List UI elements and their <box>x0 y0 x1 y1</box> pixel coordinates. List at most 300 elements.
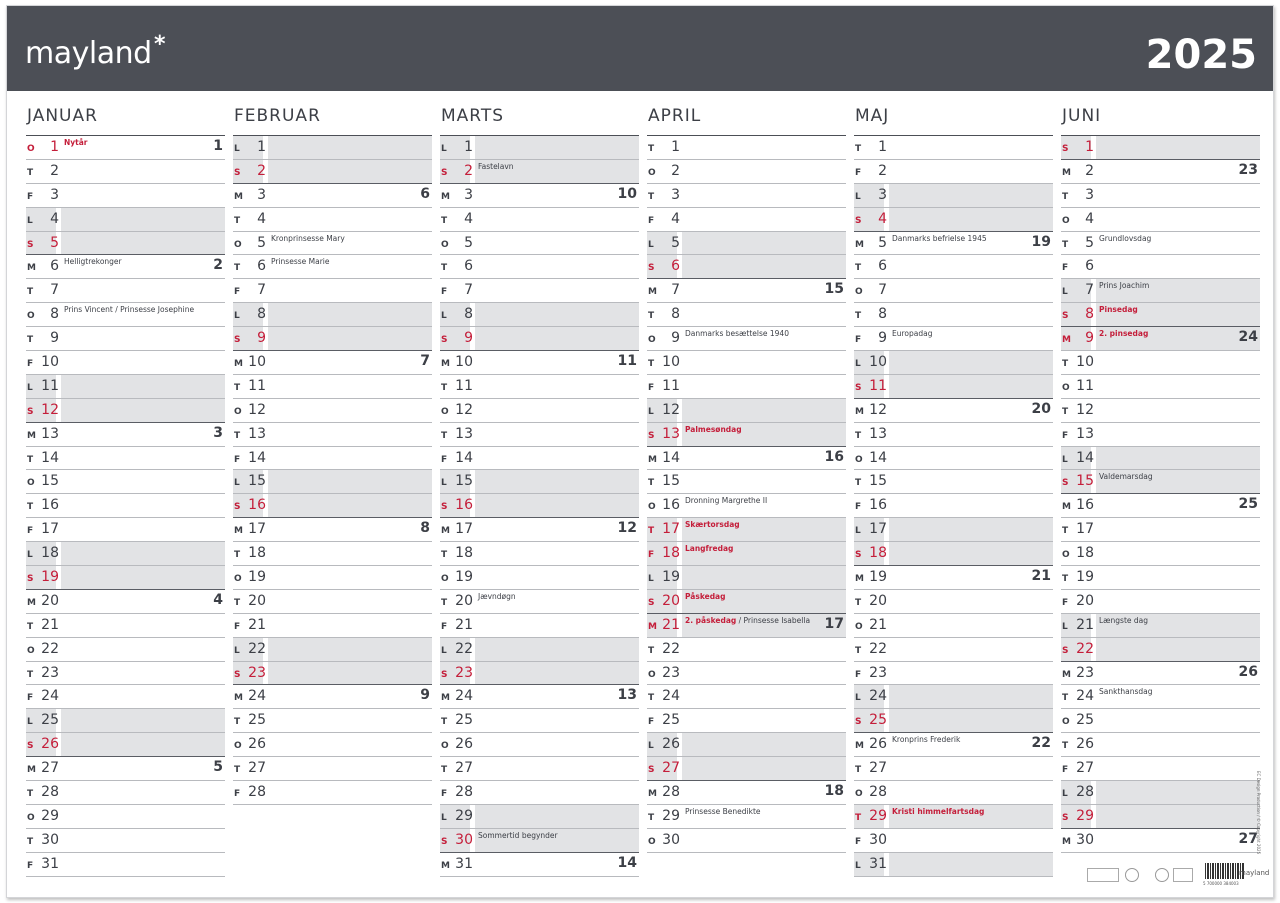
day-row[interactable] <box>1061 542 1260 566</box>
day-note-cell <box>889 423 1053 446</box>
day-row[interactable] <box>233 566 432 590</box>
day-row[interactable] <box>854 399 1053 423</box>
day-row[interactable] <box>26 351 225 375</box>
day-note-cell <box>682 255 846 278</box>
day-row[interactable] <box>1061 136 1260 160</box>
day-note-cell <box>268 685 432 708</box>
day-note-text: Kristi himmelfartsdag <box>892 806 985 816</box>
day-row[interactable] <box>647 518 846 542</box>
day-row[interactable] <box>854 805 1053 829</box>
day-row[interactable] <box>233 136 432 160</box>
day-row[interactable] <box>854 853 1053 877</box>
day-row[interactable] <box>233 327 432 351</box>
day-row[interactable] <box>1061 566 1260 590</box>
day-row[interactable] <box>854 255 1053 279</box>
day-note-cell <box>475 136 639 159</box>
day-row[interactable] <box>26 327 225 351</box>
weekday-letter: L <box>648 574 654 585</box>
day-row[interactable] <box>1061 279 1260 303</box>
day-row[interactable] <box>647 208 846 232</box>
day-row[interactable] <box>854 232 1053 256</box>
day-row[interactable] <box>854 303 1053 327</box>
day-note-cell <box>1096 805 1260 828</box>
day-number: 11 <box>662 377 680 394</box>
day-row[interactable] <box>647 494 846 518</box>
day-row[interactable] <box>1061 757 1260 781</box>
day-note-cell <box>889 614 1053 637</box>
day-note-cell <box>1096 423 1260 446</box>
day-row[interactable] <box>26 303 225 327</box>
weekday-letter: F <box>441 287 448 298</box>
day-row[interactable] <box>647 829 846 853</box>
day-row[interactable] <box>854 542 1053 566</box>
day-note-text: Sommertid begynder <box>478 830 558 840</box>
day-row[interactable] <box>440 829 639 853</box>
day-number: 30 <box>662 831 680 848</box>
day-note-cell <box>1096 160 1260 183</box>
day-number: 24 <box>1076 688 1094 705</box>
day-number: 23 <box>248 664 266 681</box>
day-row[interactable] <box>854 160 1053 184</box>
day-row[interactable] <box>854 494 1053 518</box>
day-row[interactable] <box>854 829 1053 853</box>
day-row[interactable] <box>26 733 225 757</box>
weekday-letter: S <box>648 263 655 274</box>
day-row[interactable] <box>26 279 225 303</box>
day-row[interactable] <box>647 303 846 327</box>
day-note-cell <box>889 709 1053 732</box>
day-row[interactable] <box>854 638 1053 662</box>
weekday-letter: T <box>441 550 448 561</box>
weekday-letter: S <box>1062 311 1069 322</box>
day-row[interactable] <box>647 136 846 160</box>
day-row[interactable] <box>854 733 1053 757</box>
day-note-cell <box>682 781 846 804</box>
day-number: 7 <box>50 282 59 299</box>
weekday-letter: T <box>234 430 241 441</box>
day-row[interactable] <box>440 518 639 542</box>
day-row[interactable] <box>440 351 639 375</box>
day-row[interactable] <box>440 279 639 303</box>
day-row[interactable] <box>233 733 432 757</box>
day-row[interactable] <box>233 160 432 184</box>
day-note-text: Grundlovsdag <box>1099 233 1152 243</box>
day-note-cell <box>889 638 1053 661</box>
day-note-cell <box>682 829 846 852</box>
day-note-cell <box>475 447 639 470</box>
weekday-letter: T <box>27 502 34 513</box>
day-row[interactable] <box>440 542 639 566</box>
day-number: 15 <box>248 473 266 490</box>
day-number: 19 <box>1076 569 1094 586</box>
day-row[interactable] <box>440 255 639 279</box>
day-row[interactable] <box>440 781 639 805</box>
day-number: 19 <box>455 569 473 586</box>
day-row[interactable] <box>233 184 432 208</box>
day-row[interactable] <box>854 279 1053 303</box>
day-row[interactable] <box>440 853 639 877</box>
day-row[interactable] <box>233 255 432 279</box>
day-row[interactable] <box>1061 447 1260 471</box>
day-row[interactable] <box>854 566 1053 590</box>
day-row[interactable] <box>1061 662 1260 686</box>
weekday-letter: M <box>441 860 450 871</box>
day-row[interactable] <box>26 399 225 423</box>
day-row[interactable] <box>647 447 846 471</box>
day-row[interactable] <box>440 566 639 590</box>
day-row[interactable] <box>1061 232 1260 256</box>
day-number: 16 <box>455 497 473 514</box>
day-row[interactable] <box>440 805 639 829</box>
day-row[interactable] <box>854 351 1053 375</box>
day-list <box>647 136 846 853</box>
day-row[interactable] <box>854 423 1053 447</box>
day-row[interactable] <box>440 136 639 160</box>
day-row[interactable] <box>1061 709 1260 733</box>
day-row[interactable] <box>854 662 1053 686</box>
day-row[interactable] <box>1061 399 1260 423</box>
day-row[interactable] <box>26 829 225 853</box>
day-note-cell <box>475 733 639 756</box>
day-number: 26 <box>455 736 473 753</box>
day-row[interactable] <box>1061 614 1260 638</box>
day-row[interactable] <box>440 184 639 208</box>
day-row[interactable] <box>440 375 639 399</box>
day-row[interactable] <box>233 208 432 232</box>
day-row[interactable] <box>647 590 846 614</box>
day-row[interactable] <box>1061 423 1260 447</box>
day-row[interactable] <box>647 662 846 686</box>
day-note-cell <box>268 566 432 589</box>
day-row[interactable] <box>26 470 225 494</box>
day-row[interactable] <box>1061 494 1260 518</box>
day-number: 21 <box>1076 616 1094 633</box>
day-row[interactable] <box>647 327 846 351</box>
weekday-letter: M <box>441 191 450 202</box>
day-number: 6 <box>878 258 887 275</box>
day-row[interactable] <box>26 518 225 542</box>
day-row[interactable] <box>440 208 639 232</box>
day-row[interactable] <box>233 590 432 614</box>
day-row[interactable] <box>647 542 846 566</box>
day-row[interactable] <box>1061 351 1260 375</box>
day-row[interactable] <box>647 757 846 781</box>
weekday-letter: T <box>648 359 655 370</box>
weekday-letter: L <box>441 144 447 154</box>
day-row[interactable] <box>26 542 225 566</box>
day-note-text: Prins Vincent / Prinsesse Josephine <box>64 305 195 315</box>
day-row[interactable] <box>854 685 1053 709</box>
day-note-cell <box>1096 757 1260 780</box>
day-row[interactable] <box>233 709 432 733</box>
day-row[interactable] <box>647 470 846 494</box>
weekday-letter: M <box>648 621 657 632</box>
weekday-letter: O <box>1062 215 1070 226</box>
day-row[interactable] <box>233 542 432 566</box>
weekday-letter: O <box>27 478 35 489</box>
day-row[interactable] <box>1061 375 1260 399</box>
day-row[interactable] <box>26 709 225 733</box>
day-row[interactable] <box>440 303 639 327</box>
week-number: 16 <box>824 448 844 465</box>
day-number: 24 <box>41 688 59 705</box>
day-row[interactable] <box>647 279 846 303</box>
day-number: 10 <box>41 354 59 371</box>
day-note-cell <box>682 566 846 589</box>
day-note <box>892 329 932 338</box>
day-number: 11 <box>869 377 887 394</box>
day-row[interactable] <box>647 160 846 184</box>
day-number: 1 <box>878 139 887 155</box>
day-note-text: Jævndøgn <box>478 591 516 601</box>
day-number: 14 <box>869 449 887 466</box>
day-row[interactable] <box>26 566 225 590</box>
day-row[interactable] <box>854 590 1053 614</box>
day-row[interactable] <box>440 733 639 757</box>
day-row[interactable] <box>647 399 846 423</box>
day-number: 12 <box>248 401 266 418</box>
day-row[interactable] <box>26 614 225 638</box>
day-note-text: Helligtrekonger <box>64 257 122 267</box>
day-row[interactable] <box>854 518 1053 542</box>
month-column <box>854 106 1053 877</box>
day-row[interactable] <box>440 327 639 351</box>
day-row[interactable] <box>1061 208 1260 232</box>
day-row[interactable] <box>26 638 225 662</box>
day-row[interactable] <box>233 757 432 781</box>
month-name: APRIL <box>647 106 846 136</box>
day-note-text: Dronning Margrethe II <box>685 496 768 506</box>
day-row[interactable] <box>26 805 225 829</box>
day-row[interactable] <box>647 423 846 447</box>
day-row[interactable] <box>440 590 639 614</box>
weekday-letter: O <box>855 621 863 632</box>
day-note-cell <box>682 351 846 374</box>
day-row[interactable] <box>233 518 432 542</box>
day-row[interactable] <box>233 423 432 447</box>
day-row[interactable] <box>1061 303 1260 327</box>
day-row[interactable] <box>26 781 225 805</box>
day-row[interactable] <box>233 375 432 399</box>
day-row[interactable] <box>233 662 432 686</box>
day-note-cell <box>682 184 846 207</box>
day-row[interactable] <box>1061 590 1260 614</box>
day-number: 12 <box>1076 401 1094 418</box>
day-row[interactable] <box>440 757 639 781</box>
day-number: 9 <box>671 330 680 347</box>
day-row[interactable] <box>440 232 639 256</box>
day-row[interactable] <box>647 232 846 256</box>
weekday-letter: T <box>234 717 241 728</box>
day-number: 10 <box>869 354 887 371</box>
day-row[interactable] <box>647 638 846 662</box>
month-column <box>233 106 432 805</box>
weekday-letter: S <box>1062 144 1069 154</box>
day-row[interactable] <box>854 470 1053 494</box>
weekday-letter: S <box>1062 812 1069 823</box>
day-row[interactable] <box>647 255 846 279</box>
weekday-letter: F <box>27 860 34 871</box>
day-row[interactable] <box>233 279 432 303</box>
day-row[interactable] <box>1061 160 1260 184</box>
day-row[interactable] <box>647 685 846 709</box>
day-row[interactable] <box>1061 255 1260 279</box>
day-note-cell <box>268 303 432 326</box>
day-number: 15 <box>1076 473 1094 490</box>
day-row[interactable] <box>647 351 846 375</box>
day-note <box>685 592 726 601</box>
day-note-cell <box>268 470 432 493</box>
day-note-cell <box>889 781 1053 804</box>
day-row[interactable] <box>1061 470 1260 494</box>
day-row[interactable] <box>26 160 225 184</box>
day-row[interactable] <box>1061 733 1260 757</box>
day-row[interactable] <box>233 614 432 638</box>
day-row[interactable] <box>647 805 846 829</box>
day-row[interactable] <box>233 399 432 423</box>
weekday-letter: M <box>855 406 864 417</box>
day-row[interactable] <box>854 136 1053 160</box>
day-row[interactable] <box>26 685 225 709</box>
day-row[interactable] <box>26 662 225 686</box>
day-row[interactable] <box>233 494 432 518</box>
weekday-letter: M <box>648 287 657 298</box>
day-row[interactable] <box>440 685 639 709</box>
day-row[interactable] <box>233 685 432 709</box>
day-row[interactable] <box>233 447 432 471</box>
day-number: 29 <box>41 807 59 824</box>
day-row[interactable] <box>647 566 846 590</box>
weekday-letter: L <box>234 478 240 489</box>
day-number: 25 <box>41 712 59 729</box>
day-number: 18 <box>869 545 887 562</box>
day-note-cell <box>1096 255 1260 278</box>
day-row[interactable] <box>647 781 846 805</box>
day-row[interactable] <box>854 757 1053 781</box>
day-row[interactable] <box>26 853 225 877</box>
day-number: 1 <box>671 139 680 155</box>
day-row[interactable] <box>1061 829 1260 853</box>
weekday-letter: L <box>441 478 447 489</box>
day-note-cell <box>61 709 225 732</box>
day-row[interactable] <box>1061 638 1260 662</box>
weekday-letter: M <box>234 359 243 370</box>
day-row[interactable] <box>26 590 225 614</box>
day-row[interactable] <box>233 781 432 805</box>
day-row[interactable] <box>1061 518 1260 542</box>
day-row[interactable] <box>440 662 639 686</box>
day-note-cell <box>1096 399 1260 422</box>
fsc-label-icon <box>1173 868 1193 882</box>
day-row[interactable] <box>854 781 1053 805</box>
weekday-letter: T <box>1062 526 1069 537</box>
day-row[interactable] <box>854 208 1053 232</box>
day-list <box>26 136 225 877</box>
day-number: 7 <box>257 282 266 299</box>
day-number: 16 <box>1076 497 1094 514</box>
day-note-cell <box>61 279 225 302</box>
day-row[interactable] <box>233 232 432 256</box>
weekday-letter: O <box>648 669 656 680</box>
day-row[interactable] <box>440 470 639 494</box>
day-row[interactable] <box>26 494 225 518</box>
day-note-cell <box>682 662 846 685</box>
day-row[interactable] <box>26 136 225 160</box>
weekday-letter: M <box>855 741 864 752</box>
day-row[interactable] <box>440 399 639 423</box>
day-row[interactable] <box>647 709 846 733</box>
day-row[interactable] <box>233 351 432 375</box>
day-row[interactable] <box>647 733 846 757</box>
day-row[interactable] <box>854 709 1053 733</box>
day-number: 2 <box>1085 162 1094 179</box>
day-row[interactable] <box>26 375 225 399</box>
day-row[interactable] <box>854 184 1053 208</box>
day-number: 5 <box>257 234 266 251</box>
weekday-letter: T <box>234 765 241 776</box>
day-row[interactable] <box>1061 781 1260 805</box>
day-row[interactable] <box>26 423 225 447</box>
day-number: 20 <box>455 592 473 609</box>
day-row[interactable] <box>647 375 846 399</box>
day-row[interactable] <box>26 184 225 208</box>
day-row[interactable] <box>233 638 432 662</box>
day-row[interactable] <box>440 709 639 733</box>
day-row[interactable] <box>1061 805 1260 829</box>
day-note <box>1099 305 1138 314</box>
day-row[interactable] <box>440 614 639 638</box>
day-note-cell <box>61 542 225 565</box>
weekday-letter: T <box>855 765 862 776</box>
weekday-letter: L <box>441 645 447 656</box>
day-row[interactable] <box>1061 685 1260 709</box>
day-row[interactable] <box>26 232 225 256</box>
day-row[interactable] <box>440 494 639 518</box>
day-row[interactable] <box>440 160 639 184</box>
day-row[interactable] <box>854 375 1053 399</box>
day-row[interactable] <box>647 614 846 638</box>
day-row[interactable] <box>233 470 432 494</box>
day-row[interactable] <box>26 757 225 781</box>
day-row[interactable] <box>233 303 432 327</box>
day-row[interactable] <box>26 208 225 232</box>
day-number: 16 <box>869 497 887 514</box>
year-title: 2025 <box>1145 32 1257 78</box>
day-number: 7 <box>464 282 473 299</box>
day-note-cell <box>268 638 432 661</box>
day-row[interactable] <box>440 447 639 471</box>
week-number: 6 <box>420 185 430 202</box>
day-row[interactable] <box>26 255 225 279</box>
day-row[interactable] <box>854 327 1053 351</box>
day-row[interactable] <box>1061 184 1260 208</box>
weekday-letter: T <box>1062 574 1069 585</box>
day-number: 22 <box>455 640 473 657</box>
weekday-letter: L <box>648 741 654 752</box>
day-row[interactable] <box>1061 327 1260 351</box>
day-note-cell <box>1096 351 1260 374</box>
day-note-cell <box>61 327 225 350</box>
day-number: 8 <box>1085 306 1094 323</box>
day-row[interactable] <box>440 638 639 662</box>
day-row[interactable] <box>854 614 1053 638</box>
day-note-cell <box>475 709 639 732</box>
day-row[interactable] <box>647 184 846 208</box>
day-row[interactable] <box>440 423 639 447</box>
day-row[interactable] <box>854 447 1053 471</box>
day-row[interactable] <box>26 447 225 471</box>
day-number: 10 <box>248 354 266 371</box>
